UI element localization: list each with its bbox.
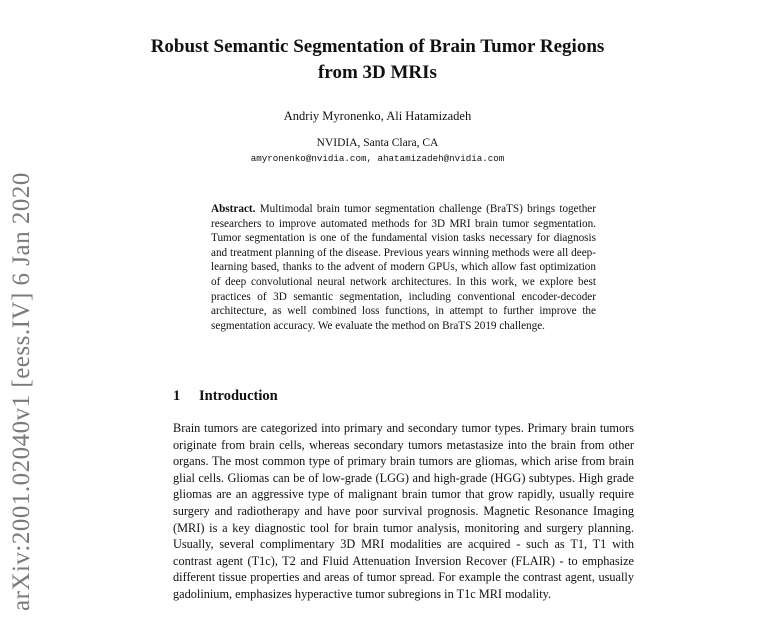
arxiv-stamp-strip — [0, 0, 50, 629]
abstract — [211, 202, 596, 333]
abstract-text: Multimodal brain tumor segmentation challenge (BraTS) brings together researchers to improve automated methods for 3D MRI brain tumor segmentation. Tumor segmentation is one of the fundamental vision tasks necessary for diagnosis and treatment planning of the disease. Previous years winning methods were all deep-learning based, thanks to the advent of modern GPUs, which allow fast optimization of deep convolutional neural network architectures. In this work, we explore best practices of 3D semantic segmentation, including conventional encoder-decoder architecture, as well combined loss functions, in attempt to further improve the segmentation accuracy. We evaluate the method on BraTS 2019 challenge. — [211, 203, 596, 332]
author-emails: amyronenko@nvidia.com, ahatamizadeh@nvidia.com — [250, 153, 505, 164]
affiliation: NVIDIA, Santa Clara, CA — [316, 137, 439, 149]
section-heading — [173, 388, 633, 405]
abstract-label: Abstract. — [211, 203, 256, 215]
intro-paragraph: Brain tumors are categorized into primary and secondary tumor types. Primary brain tumors originate from brain cells, whereas secondary tumors metastasize into the brain from other organs. The most common type of primary brain tumors are gliomas, which arise from brain glial cells. Gliomas can be of low-grade (LGG) and high-grade (HGG) subtypes. High grade gliomas are an aggressive type of malignant brain tumor that grow rapidly, usually require surgery and radiotherapy and have poor survival prognosis. Magnetic Resonance Imaging (MRI) is a key diagnostic tool for brain tumor analysis, monitoring and surgery planning. Usually, several complimentary 3D MRI modalities are acquired - such as T1, T1 with contrast agent (T1c), T2 and Fluid Attenuation Inversion Recover (FLAIR) - to emphasize different tissue properties and areas of tumor spread. For example the contrast agent, usually gadolinium, emphasizes hyperactive tumor subregions in T1c MRI modality. — [173, 421, 634, 601]
paper-title: Robust Semantic Segmentation of Brain Tumor Regions from 3D MRIs — [150, 36, 605, 83]
section-number: 1 — [173, 388, 181, 404]
arxiv-stamp: arXiv:2001.02040v1 [eess.IV] 6 Jan 2020 — [8, 172, 35, 611]
section-title: Introduction — [199, 388, 278, 404]
author-list: Andriy Myronenko, Ali Hatamizadeh — [283, 109, 472, 123]
